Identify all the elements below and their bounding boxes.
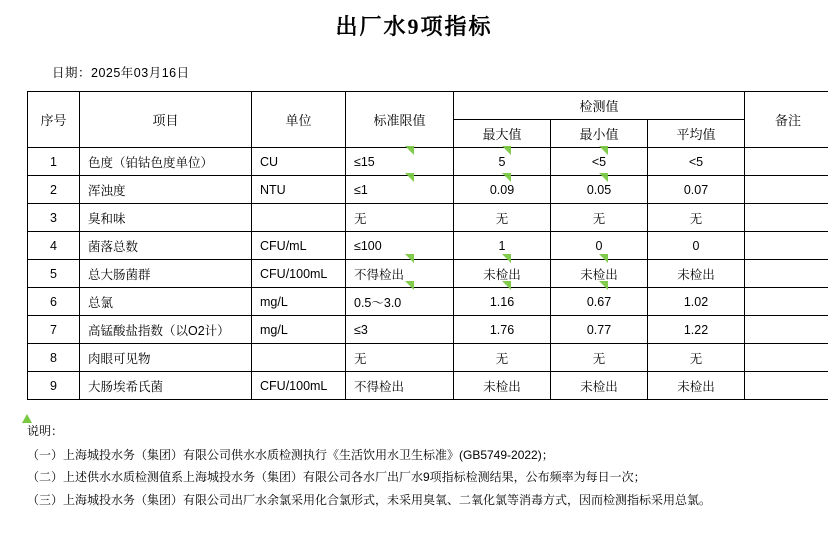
table-row [28, 316, 828, 344]
water-quality-table [27, 91, 828, 400]
cell-seq: 6 [28, 288, 80, 316]
cell-item: 臭和味 [80, 204, 252, 232]
table-row [28, 260, 828, 288]
cell-unit: CFU/mL [252, 232, 346, 260]
cell-max: 0.09 [454, 176, 551, 204]
header-unit: 单位 [252, 92, 346, 148]
cell-min: 0.67 [551, 288, 648, 316]
cell-min: 未检出 [551, 372, 648, 400]
cell-remark [745, 176, 828, 204]
cell-max: 1.76 [454, 316, 551, 344]
cell-limit: ≤100 [346, 232, 454, 260]
cell-avg: 未检出 [648, 260, 745, 288]
header-item: 项目 [80, 92, 252, 148]
cell-remark [745, 372, 828, 400]
cell-min: 无 [551, 204, 648, 232]
green-triangle-icon [22, 414, 32, 423]
cell-avg: 无 [648, 344, 745, 372]
cell-avg: 1.22 [648, 316, 745, 344]
cell-max: 未检出 [454, 372, 551, 400]
cell-remark [745, 288, 828, 316]
table-head [28, 92, 828, 148]
cell-avg: 未检出 [648, 372, 745, 400]
cell-unit: NTU [252, 176, 346, 204]
cell-remark [745, 148, 828, 176]
cell-min: 0.77 [551, 316, 648, 344]
header-limit: 标准限值 [346, 92, 454, 148]
cell-item: 高锰酸盐指数（以O2计） [80, 316, 252, 344]
cell-seq: 7 [28, 316, 80, 344]
cell-seq: 9 [28, 372, 80, 400]
cell-seq: 5 [28, 260, 80, 288]
cell-unit [252, 204, 346, 232]
cell-item: 大肠埃希氏菌 [80, 372, 252, 400]
table-row [28, 232, 828, 260]
cell-max: 1 [454, 232, 551, 260]
table-row [28, 204, 828, 232]
cell-avg: 0.07 [648, 176, 745, 204]
cell-remark [745, 344, 828, 372]
cell-seq: 1 [28, 148, 80, 176]
cell-item: 总大肠菌群 [80, 260, 252, 288]
cell-avg: <5 [648, 148, 745, 176]
table-body [28, 148, 828, 400]
header-avg: 平均值 [648, 120, 745, 148]
header-remark: 备注 [745, 92, 828, 148]
report-table-wrap [27, 91, 801, 400]
cell-max: 无 [454, 204, 551, 232]
note-line-3: （三）上海城投水务（集团）有限公司出厂水余氯采用化合氯形式，未采用臭氧、二氧化氯等消毒方式，因而检测指标采用总氯。 [27, 489, 828, 511]
cell-limit: 无 [346, 344, 454, 372]
table-header-row-1 [28, 92, 828, 120]
table-row [28, 288, 828, 316]
cell-limit: 不得检出 [346, 372, 454, 400]
cell-max: 1.16 [454, 288, 551, 316]
cell-item: 菌落总数 [80, 232, 252, 260]
cell-item: 肉眼可见物 [80, 344, 252, 372]
cell-min: 未检出 [551, 260, 648, 288]
cell-remark [745, 232, 828, 260]
cell-unit: mg/L [252, 316, 346, 344]
cell-unit [252, 344, 346, 372]
cell-remark [745, 260, 828, 288]
table-row [28, 148, 828, 176]
cell-min: 0.05 [551, 176, 648, 204]
cell-seq: 4 [28, 232, 80, 260]
header-max: 最大值 [454, 120, 551, 148]
cell-seq: 8 [28, 344, 80, 372]
cell-limit: 0.5～3.0 [346, 288, 454, 316]
cell-unit: CFU/100mL [252, 260, 346, 288]
cell-max: 未检出 [454, 260, 551, 288]
cell-limit: ≤1 [346, 176, 454, 204]
cell-unit: CFU/100mL [252, 372, 346, 400]
cell-max: 无 [454, 344, 551, 372]
cell-min: 无 [551, 344, 648, 372]
cell-item: 浑浊度 [80, 176, 252, 204]
date-label: 日期：2025年03月16日 [52, 63, 828, 81]
cell-min: 0 [551, 232, 648, 260]
cell-limit: 不得检出 [346, 260, 454, 288]
cell-remark [745, 316, 828, 344]
cell-limit: ≤15 [346, 148, 454, 176]
cell-limit: 无 [346, 204, 454, 232]
table-row [28, 372, 828, 400]
cell-item: 色度（铂钴色度单位） [80, 148, 252, 176]
notes-section [27, 420, 828, 511]
note-line-1: （一）上海城投水务（集团）有限公司供水水质检测执行《生活饮用水卫生标准》(GB5749-2022)； [27, 444, 828, 466]
header-seq: 序号 [28, 92, 80, 148]
header-detection-group: 检测值 [454, 92, 745, 120]
notes-title: 说明： [27, 420, 828, 442]
cell-unit: CU [252, 148, 346, 176]
cell-item: 总氯 [80, 288, 252, 316]
header-min: 最小值 [551, 120, 648, 148]
cell-limit: ≤3 [346, 316, 454, 344]
cell-min: <5 [551, 148, 648, 176]
cell-max: 5 [454, 148, 551, 176]
table-row [28, 344, 828, 372]
cell-avg: 0 [648, 232, 745, 260]
cell-seq: 3 [28, 204, 80, 232]
page-title: 出厂水9项指标 [0, 10, 828, 41]
note-line-2: （二）上述供水水质检测值系上海城投水务（集团）有限公司各水厂出厂水9项指标检测结果，公布频率为每日一次； [27, 466, 828, 488]
cell-avg: 无 [648, 204, 745, 232]
table-row [28, 176, 828, 204]
cell-seq: 2 [28, 176, 80, 204]
cell-unit: mg/L [252, 288, 346, 316]
cell-avg: 1.02 [648, 288, 745, 316]
cell-remark [745, 204, 828, 232]
